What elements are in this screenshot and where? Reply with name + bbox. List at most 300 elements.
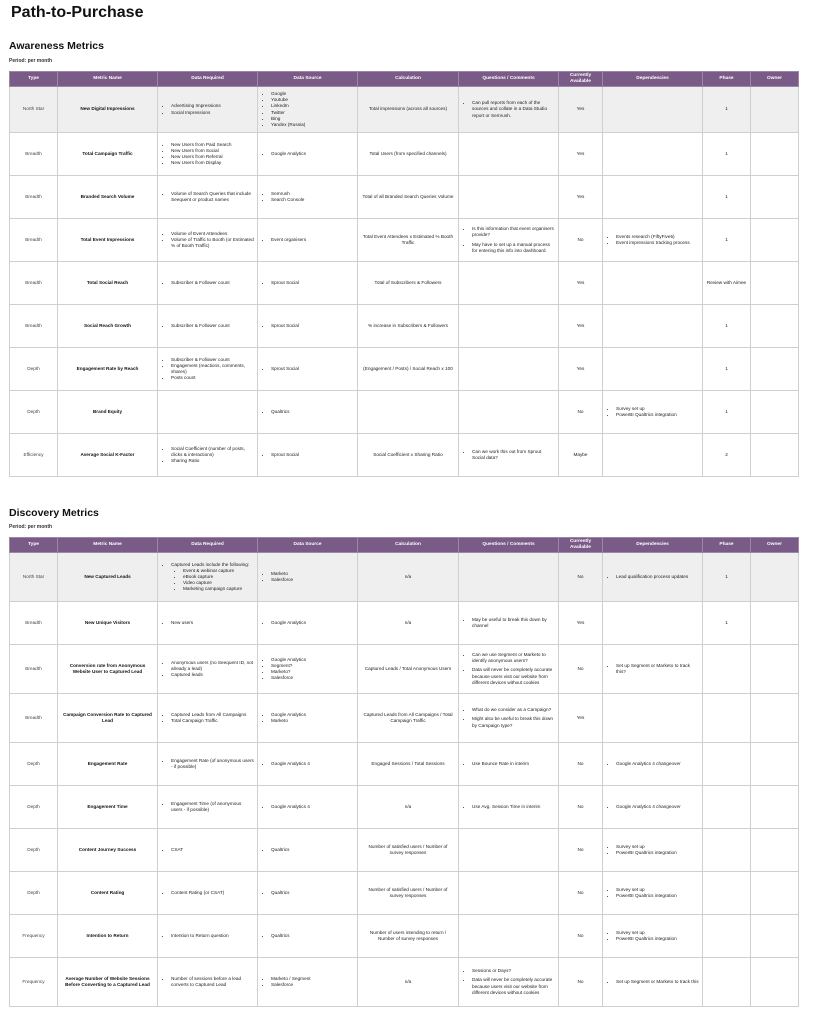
column-header-data: Data Required <box>158 538 258 553</box>
calculation-cell: Captured Leads from All Campaigns / Total Campaign Traffic <box>358 694 459 743</box>
owner-cell <box>751 872 799 915</box>
calculation-cell: Total of all Branded Search Queries Volume <box>358 176 459 219</box>
bullet-item: • Qualtrics <box>271 847 354 853</box>
metric-name-cell: Intention to Return <box>58 915 158 958</box>
bullet-list <box>161 712 254 724</box>
bullet-item: • Is this information that event organisers provide? <box>472 226 555 238</box>
dependencies-cell <box>603 694 703 743</box>
owner-cell <box>751 553 799 602</box>
bullet-item: • Google Analytics 4 changeover <box>616 804 699 810</box>
questions-cell <box>459 829 559 872</box>
bullet-list <box>261 571 354 583</box>
metric-name-cell: Total Event Impressions <box>58 219 158 262</box>
table-row <box>10 694 799 743</box>
bullet-list <box>261 761 354 767</box>
available-cell: No <box>559 915 603 958</box>
phase-cell <box>703 694 751 743</box>
bullet-item: • Salesforce <box>271 577 354 583</box>
type-cell: Breadth <box>10 645 58 694</box>
owner-cell <box>751 829 799 872</box>
bullet-item: • Captured Leads from All Campaigns <box>171 712 254 718</box>
dependencies-cell <box>603 391 703 434</box>
phase-cell: 1 <box>703 87 751 133</box>
bullet-list <box>261 712 354 724</box>
dependencies-cell <box>603 219 703 262</box>
table-row <box>10 743 799 786</box>
bullet-list <box>606 761 699 767</box>
calculation-cell: n/a <box>358 553 459 602</box>
bullet-item: • Qualtrics <box>271 890 354 896</box>
bullet-item: • Qualtrics <box>271 409 354 415</box>
data-source-cell <box>258 872 358 915</box>
phase-cell: 1 <box>703 553 751 602</box>
type-cell: North Star <box>10 553 58 602</box>
bullet-list <box>261 620 354 626</box>
bullet-list <box>261 91 354 128</box>
discovery-period: Period: per month <box>9 524 53 530</box>
data-source-cell <box>258 743 358 786</box>
type-cell: Depth <box>10 786 58 829</box>
owner-cell <box>751 305 799 348</box>
column-header-questions: Questions / Comments <box>459 72 559 87</box>
questions-cell <box>459 262 559 305</box>
sub-bullet-list <box>171 568 254 592</box>
type-cell: Depth <box>10 829 58 872</box>
column-header-calc: Calculation <box>358 72 459 87</box>
table-row <box>10 829 799 872</box>
calculation-cell: Number of satisfied users / Number of survey responses <box>358 872 459 915</box>
type-cell: Breadth <box>10 219 58 262</box>
table-row <box>10 176 799 219</box>
bullet-item: • Salesforce <box>271 982 354 988</box>
bullet-item: • Advertising Impressions <box>171 103 254 109</box>
owner-cell <box>751 602 799 645</box>
bullet-item: • Anonymous users (no Seequent ID, not already a lead) <box>171 660 254 672</box>
bullet-item: • Bing <box>271 116 354 122</box>
bullet-item: • Segment? <box>271 663 354 669</box>
data-source-cell <box>258 434 358 477</box>
table-row <box>10 219 799 262</box>
available-cell: No <box>559 391 603 434</box>
bullet-item: • Event organisers <box>271 237 354 243</box>
column-header-owner: Owner <box>751 72 799 87</box>
bullet-list <box>606 887 699 899</box>
dependencies-cell <box>603 434 703 477</box>
bullet-list <box>606 234 699 246</box>
bullet-list <box>261 280 354 286</box>
bullet-item: • Google Analytics 4 changeover <box>616 761 699 767</box>
metric-name-cell: New Digital Impressions <box>58 87 158 133</box>
type-cell: Depth <box>10 743 58 786</box>
header-row <box>10 538 799 553</box>
bullet-list <box>261 657 354 681</box>
type-cell: Breadth <box>10 262 58 305</box>
metric-name-cell: Conversion rate from Anonymous Website User to Captured Lead <box>58 645 158 694</box>
questions-cell <box>459 743 559 786</box>
bullet-item: • Use Bounce Rate in interim <box>472 761 555 767</box>
bullet-item: • Semrush <box>271 191 354 197</box>
bullet-item: • Salesforce <box>271 675 354 681</box>
bullet-item: • Google Analytics <box>271 620 354 626</box>
metric-name-cell: Average Number of Website Sessions Before Converting to a Captured Lead <box>58 958 158 1007</box>
table-row <box>10 348 799 391</box>
dependencies-cell <box>603 915 703 958</box>
bullet-item: • Marketo? <box>271 669 354 675</box>
column-header-source: Data Source <box>258 72 358 87</box>
data-required-cell <box>158 262 258 305</box>
data-required-cell <box>158 829 258 872</box>
data-required-cell <box>158 958 258 1007</box>
page-title: Path-to-Purchase <box>11 4 144 21</box>
bullet-item: • Social Impressions <box>171 110 254 116</box>
bullet-item: • Can we work this out from Sprout Social data? <box>472 449 555 461</box>
table-row <box>10 645 799 694</box>
type-cell: Breadth <box>10 602 58 645</box>
phase-cell: Review with Aimee <box>703 262 751 305</box>
dependencies-cell <box>603 872 703 915</box>
bullet-item: • Sprout Social <box>271 280 354 286</box>
dependencies-cell <box>603 958 703 1007</box>
bullet-item: • Youtube <box>271 97 354 103</box>
column-header-phase: Phase <box>703 538 751 553</box>
bullet-item: • Engagement Time (of anonymous users - if possible) <box>171 801 254 813</box>
data-source-cell <box>258 553 358 602</box>
bullet-list <box>261 237 354 243</box>
phase-cell: 1 <box>703 219 751 262</box>
bullet-list <box>261 890 354 896</box>
table-row <box>10 786 799 829</box>
questions-cell <box>459 391 559 434</box>
data-source-cell <box>258 219 358 262</box>
table-row <box>10 434 799 477</box>
bullet-item: • Set up Segment or Marketo to track this <box>616 979 699 985</box>
metric-name-cell: Brand Equity <box>58 391 158 434</box>
available-cell: Yes <box>559 348 603 391</box>
phase-cell: 1 <box>703 133 751 176</box>
questions-cell <box>459 87 559 133</box>
bullet-item: • Google Analytics 4 <box>271 761 354 767</box>
calculation-cell: Total Event Attendees x Estimated % Booth Traffic <box>358 219 459 262</box>
bullet-list <box>606 406 699 418</box>
data-source-cell <box>258 645 358 694</box>
bullet-item: • May be useful to break this down by channel <box>472 617 555 629</box>
data-source-cell <box>258 176 358 219</box>
column-header-type: Type <box>10 538 58 553</box>
column-header-calc: Calculation <box>358 538 459 553</box>
calculation-cell: n/a <box>358 602 459 645</box>
bullet-item: • Subscriber & Follower count <box>171 323 254 329</box>
questions-cell <box>459 602 559 645</box>
bullet-item: • New Users from Display <box>171 160 254 166</box>
metric-name-cell: New Unique Visitors <box>58 602 158 645</box>
data-source-cell <box>258 133 358 176</box>
dependencies-cell <box>603 553 703 602</box>
available-cell: No <box>559 743 603 786</box>
table-row <box>10 958 799 1007</box>
questions-cell <box>459 434 559 477</box>
table-row <box>10 262 799 305</box>
bullet-item: • Yandex (Russia) <box>271 122 354 128</box>
bullet-list <box>606 663 699 675</box>
data-required-cell <box>158 219 258 262</box>
calculation-cell: Total impressions (across all sources) <box>358 87 459 133</box>
table-row <box>10 87 799 133</box>
available-cell: Yes <box>559 262 603 305</box>
column-header-metric: Metric Name <box>58 538 158 553</box>
bullet-item: • Content Rating (or CSAT) <box>171 890 254 896</box>
column-header-available: Currently Available <box>559 538 603 553</box>
metric-name-cell: Engagement Rate by Reach <box>58 348 158 391</box>
phase-cell: 2 <box>703 434 751 477</box>
bullet-item: • Sharing Ratio <box>171 458 254 464</box>
header-row <box>10 72 799 87</box>
available-cell: Yes <box>559 176 603 219</box>
metric-name-cell: New Captured Leads <box>58 553 158 602</box>
owner-cell <box>751 915 799 958</box>
data-source-cell <box>258 348 358 391</box>
bullet-list <box>161 323 254 329</box>
available-cell: Yes <box>559 133 603 176</box>
available-cell: Yes <box>559 602 603 645</box>
available-cell: No <box>559 958 603 1007</box>
phase-cell <box>703 645 751 694</box>
metric-name-cell: Total Social Reach <box>58 262 158 305</box>
column-header-deps: Dependencies <box>603 72 703 87</box>
phase-cell <box>703 915 751 958</box>
bullet-item: • Sessions or Days? <box>472 968 555 974</box>
bullet-list <box>161 562 254 593</box>
table-row <box>10 553 799 602</box>
bullet-list <box>462 617 555 629</box>
data-required-cell <box>158 553 258 602</box>
bullet-list <box>161 847 254 853</box>
bullet-item: • Subscriber & Follower count <box>171 357 254 363</box>
dependencies-cell <box>603 743 703 786</box>
data-required-cell <box>158 743 258 786</box>
metric-name-cell: Total Campaign Traffic <box>58 133 158 176</box>
available-cell: No <box>559 553 603 602</box>
bullet-item: • Volume of Traffic to Booth (or Estimated % of Booth Traffic) <box>171 237 254 249</box>
bullet-item: • Captured leads <box>171 672 254 678</box>
bullet-list <box>462 449 555 461</box>
bullet-item: • Volume of Event Attendees <box>171 231 254 237</box>
bullet-item: • CSAT <box>171 847 254 853</box>
sub-bullet-item: • Marketing campaign capture <box>183 586 254 592</box>
bullet-list <box>161 933 254 939</box>
questions-cell <box>459 694 559 743</box>
calculation-cell: Number of satisfied users / Number of survey responses <box>358 829 459 872</box>
bullet-item: • PowerBI Qualtrics integration <box>616 936 699 942</box>
bullet-list <box>462 761 555 767</box>
bullet-item: • Engagement Rate (of anonymous users - if possible) <box>171 758 254 770</box>
bullet-item: • Survey set up <box>616 887 699 893</box>
bullet-list <box>261 323 354 329</box>
phase-cell: 1 <box>703 176 751 219</box>
data-required-cell <box>158 348 258 391</box>
bullet-list <box>261 976 354 988</box>
type-cell: Depth <box>10 391 58 434</box>
bullet-list <box>261 847 354 853</box>
owner-cell <box>751 176 799 219</box>
data-source-cell <box>258 829 358 872</box>
data-source-cell <box>258 958 358 1007</box>
bullet-item: • Subscriber & Follower count <box>171 280 254 286</box>
questions-cell <box>459 348 559 391</box>
bullet-item: • Marketo <box>271 571 354 577</box>
type-cell: Depth <box>10 348 58 391</box>
data-source-cell <box>258 87 358 133</box>
discovery-section-title: Discovery Metrics <box>9 507 99 519</box>
bullet-item: • Sprout Social <box>271 366 354 372</box>
bullet-list <box>161 890 254 896</box>
bullet-list <box>261 366 354 372</box>
column-header-type: Type <box>10 72 58 87</box>
available-cell: No <box>559 786 603 829</box>
data-source-cell <box>258 786 358 829</box>
phase-cell <box>703 958 751 1007</box>
bullet-item: • Volume of Search Queries that include Seequent or product names <box>171 191 254 203</box>
table-row <box>10 133 799 176</box>
data-source-cell <box>258 602 358 645</box>
bullet-list <box>606 574 699 580</box>
bullet-item: • Set up Segment or Marketo to track this? <box>616 663 699 675</box>
bullet-item: • Marketo <box>271 718 354 724</box>
column-header-deps: Dependencies <box>603 538 703 553</box>
phase-cell: 1 <box>703 602 751 645</box>
bullet-list <box>261 452 354 458</box>
awareness-section-title: Awareness Metrics <box>9 40 104 52</box>
bullet-item: • Intention to Return question <box>171 933 254 939</box>
calculation-cell: Total of Subscribers & Followers <box>358 262 459 305</box>
type-cell: North Star <box>10 87 58 133</box>
bullet-list <box>161 660 254 678</box>
calculation-cell: Engaged Sessions / Total Sessions <box>358 743 459 786</box>
bullet-item: • Can pull reports from each of the sources and collate in a Data Studio report or Semrush. <box>472 100 555 118</box>
bullet-item: • Survey set up <box>616 406 699 412</box>
bullet-item: • Engagement (reactions, comments, shares) <box>171 363 254 375</box>
type-cell: Breadth <box>10 694 58 743</box>
available-cell: Yes <box>559 694 603 743</box>
bullet-list <box>161 758 254 770</box>
bullet-item: • Use Avg. Session Time in interim <box>472 804 555 810</box>
bullet-item: • Data will never be completely accurate because users visit our website from different devices without cookies <box>472 977 555 995</box>
available-cell: Maybe <box>559 434 603 477</box>
data-required-cell <box>158 602 258 645</box>
bullet-item: • Number of sessions before a lead converts to Captured Lead <box>171 976 254 988</box>
bullet-text: Captured Leads include the following: <box>171 561 250 567</box>
owner-cell <box>751 645 799 694</box>
bullet-item: • New Users from Social <box>171 148 254 154</box>
metric-name-cell: Branded Search Volume <box>58 176 158 219</box>
owner-cell <box>751 262 799 305</box>
questions-cell <box>459 219 559 262</box>
bullet-item: • Qualtrics <box>271 933 354 939</box>
bullet-item: • Google Analytics <box>271 712 354 718</box>
data-source-cell <box>258 391 358 434</box>
owner-cell <box>751 133 799 176</box>
bullet-item: • Total Campaign Traffic <box>171 718 254 724</box>
dependencies-cell <box>603 305 703 348</box>
bullet-list <box>161 142 254 166</box>
calculation-cell: n/a <box>358 786 459 829</box>
bullet-item: • New Users from Paid Search <box>171 142 254 148</box>
bullet-item: • Events research (FiftyFive5) <box>616 234 699 240</box>
column-header-questions: Questions / Comments <box>459 538 559 553</box>
owner-cell <box>751 87 799 133</box>
owner-cell <box>751 786 799 829</box>
table-row <box>10 391 799 434</box>
bullet-item: • Google Analytics <box>271 657 354 663</box>
data-required-cell <box>158 305 258 348</box>
owner-cell <box>751 743 799 786</box>
available-cell: Yes <box>559 87 603 133</box>
calculation-cell: Total Users (from specified channels) <box>358 133 459 176</box>
bullet-item: • Marketo / Segment <box>271 976 354 982</box>
type-cell: Efficiency <box>10 434 58 477</box>
data-required-cell <box>158 872 258 915</box>
type-cell: Breadth <box>10 176 58 219</box>
available-cell: No <box>559 872 603 915</box>
bullet-item: • May have to set up a manual process for entering this info into dashboard. <box>472 242 555 254</box>
bullet-item: • Survey set up <box>616 930 699 936</box>
bullet-item: • Google <box>271 91 354 97</box>
bullet-item: • Google Analytics <box>271 151 354 157</box>
bullet-list <box>161 976 254 988</box>
bullet-item: • New Users from Referral <box>171 154 254 160</box>
phase-cell: 1 <box>703 348 751 391</box>
owner-cell <box>751 348 799 391</box>
questions-cell <box>459 915 559 958</box>
phase-cell <box>703 872 751 915</box>
available-cell: No <box>559 219 603 262</box>
calculation-cell <box>358 391 459 434</box>
bullet-item <box>171 562 254 593</box>
bullet-list <box>161 801 254 813</box>
questions-cell <box>459 176 559 219</box>
calculation-cell: % increase in Subscribers & Followers <box>358 305 459 348</box>
awareness-period: Period: per month <box>9 58 53 64</box>
owner-cell <box>751 958 799 1007</box>
discovery-metrics-table <box>9 537 799 1007</box>
calculation-cell: Captured Leads / Total Anonymous Users <box>358 645 459 694</box>
bullet-list <box>462 652 555 686</box>
bullet-list <box>261 933 354 939</box>
dependencies-cell <box>603 176 703 219</box>
dependencies-cell <box>603 829 703 872</box>
data-required-cell <box>158 87 258 133</box>
data-required-cell <box>158 915 258 958</box>
table-row <box>10 872 799 915</box>
phase-cell <box>703 743 751 786</box>
column-header-data: Data Required <box>158 72 258 87</box>
bullet-item: • New users <box>171 620 254 626</box>
type-cell: Frequency <box>10 958 58 1007</box>
bullet-item: • Twitter <box>271 110 354 116</box>
bullet-list <box>462 804 555 810</box>
questions-cell <box>459 872 559 915</box>
dependencies-cell <box>603 645 703 694</box>
bullet-list <box>161 231 254 249</box>
sub-bullet-item: • Video capture <box>183 580 254 586</box>
data-required-cell <box>158 133 258 176</box>
available-cell: Yes <box>559 305 603 348</box>
bullet-list <box>161 280 254 286</box>
questions-cell <box>459 553 559 602</box>
column-header-source: Data Source <box>258 538 358 553</box>
data-required-cell <box>158 391 258 434</box>
table-row <box>10 915 799 958</box>
sub-bullet-item: • Event & webinar capture <box>183 568 254 574</box>
